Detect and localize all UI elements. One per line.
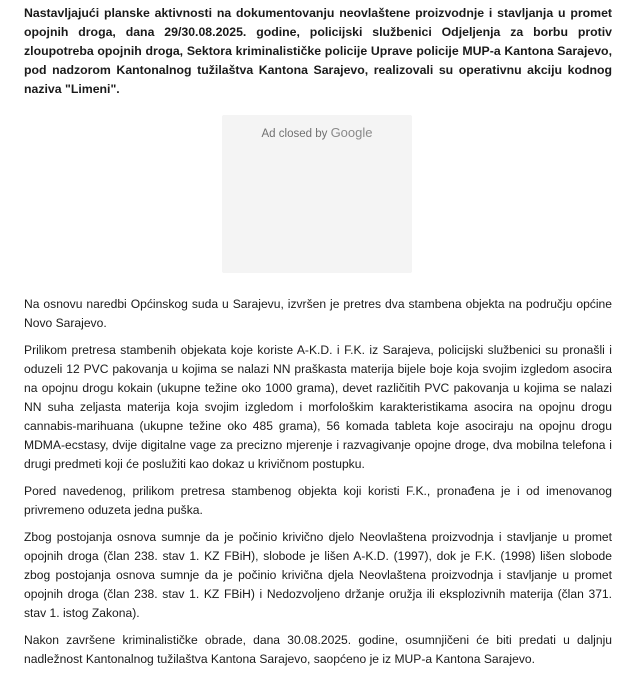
article-paragraph: Pored navedenog, prilikom pretresa stambenog objekta koji koristi F.K., pronađena je i od imenovanog privremeno oduzeta jedna puška. bbox=[24, 484, 612, 517]
google-logo-text: Google bbox=[330, 125, 373, 140]
article-paragraph: Zbog postojanja osnova sumnje da je počinio krivično djelo Neovlaštena proizvodnja i stavljanje u promet opojnih droga (član 238. stav 1. KZ FBiH), slobode je lišen A-K.D. (1997), dok je F.K. (1998) lišen slobode zbog postojanja osnova sumnje da je počinio krivična djela Neovlaštena proizvodnja i stavljanje u promet opojnih droga (član 238. stav 1. KZ FBiH) i Nedozvoljeno držanje oružja ili eksplozivnih materija (član 371. stav 1. istog Zakona). bbox=[24, 530, 612, 620]
ad-closed-text: Ad closed by bbox=[261, 128, 328, 140]
article-paragraph: Prilikom pretresa stambenih objekata koje koriste A-K.D. i F.K. iz Sarajeva, policijski službenici su pronašli i oduzeli 12 PVC pakovanja u kojima se nalazi NN praškasta materija bijele boje koja svojim izgledom asocira na opojnu drogu kokain (ukupne težine oko 1000 grama), devet različitih PVC pakovanja u kojima se nalazi NN suha zeljasta materija koja svojim izgledom i morfološkim karakteristikama asocira na opojnu drogu cannabis-marihuana (ukupne težine oko 485 grama), 56 komada tableta koje asociraju na opojnu drogu MDMA-ecstasy, dvije digitalne vage za precizno mjerenje i razvagivanje opojne droge, dva mobilna telefona i drugi predmeti koji će poslužiti kao dokaz u krivičnom postupku. bbox=[24, 343, 612, 471]
article-paragraph: Na osnovu naredbi Općinskog suda u Sarajevu, izvršen je pretres dva stambena objekta na području općine Novo Sarajevo. bbox=[24, 297, 612, 330]
ad-closed-label bbox=[222, 125, 412, 140]
article-lead: Nastavljajući planske aktivnosti na dokumentovanju neovlaštene proizvodnje i stavljanja u promet opojnih droga, dana 29/30.08.2025. godine, policijski službenici Odjeljenja za borbu protiv zloupotreba opojnih droga, Sektora kriminalističke policije Uprave policije MUP-a Kantona Sarajevo, pod nadzorom Kantonalnog tužilaštva Kantona Sarajevo, realizovali su operativnu akciju kodnog naziva "Limeni". bbox=[24, 6, 612, 96]
ad-closed-box bbox=[222, 115, 412, 273]
article-paragraph: Nakon završene kriminalističke obrade, dana 30.08.2025. godine, osumnjičeni će biti predati u daljnju nadležnost Kantonalnog tužilaštva Kantona Sarajevo, saopćeno je iz MUP-a Kantona Sarajevo. bbox=[24, 633, 612, 666]
ad-slot bbox=[24, 115, 612, 283]
article-body bbox=[24, 0, 612, 677]
